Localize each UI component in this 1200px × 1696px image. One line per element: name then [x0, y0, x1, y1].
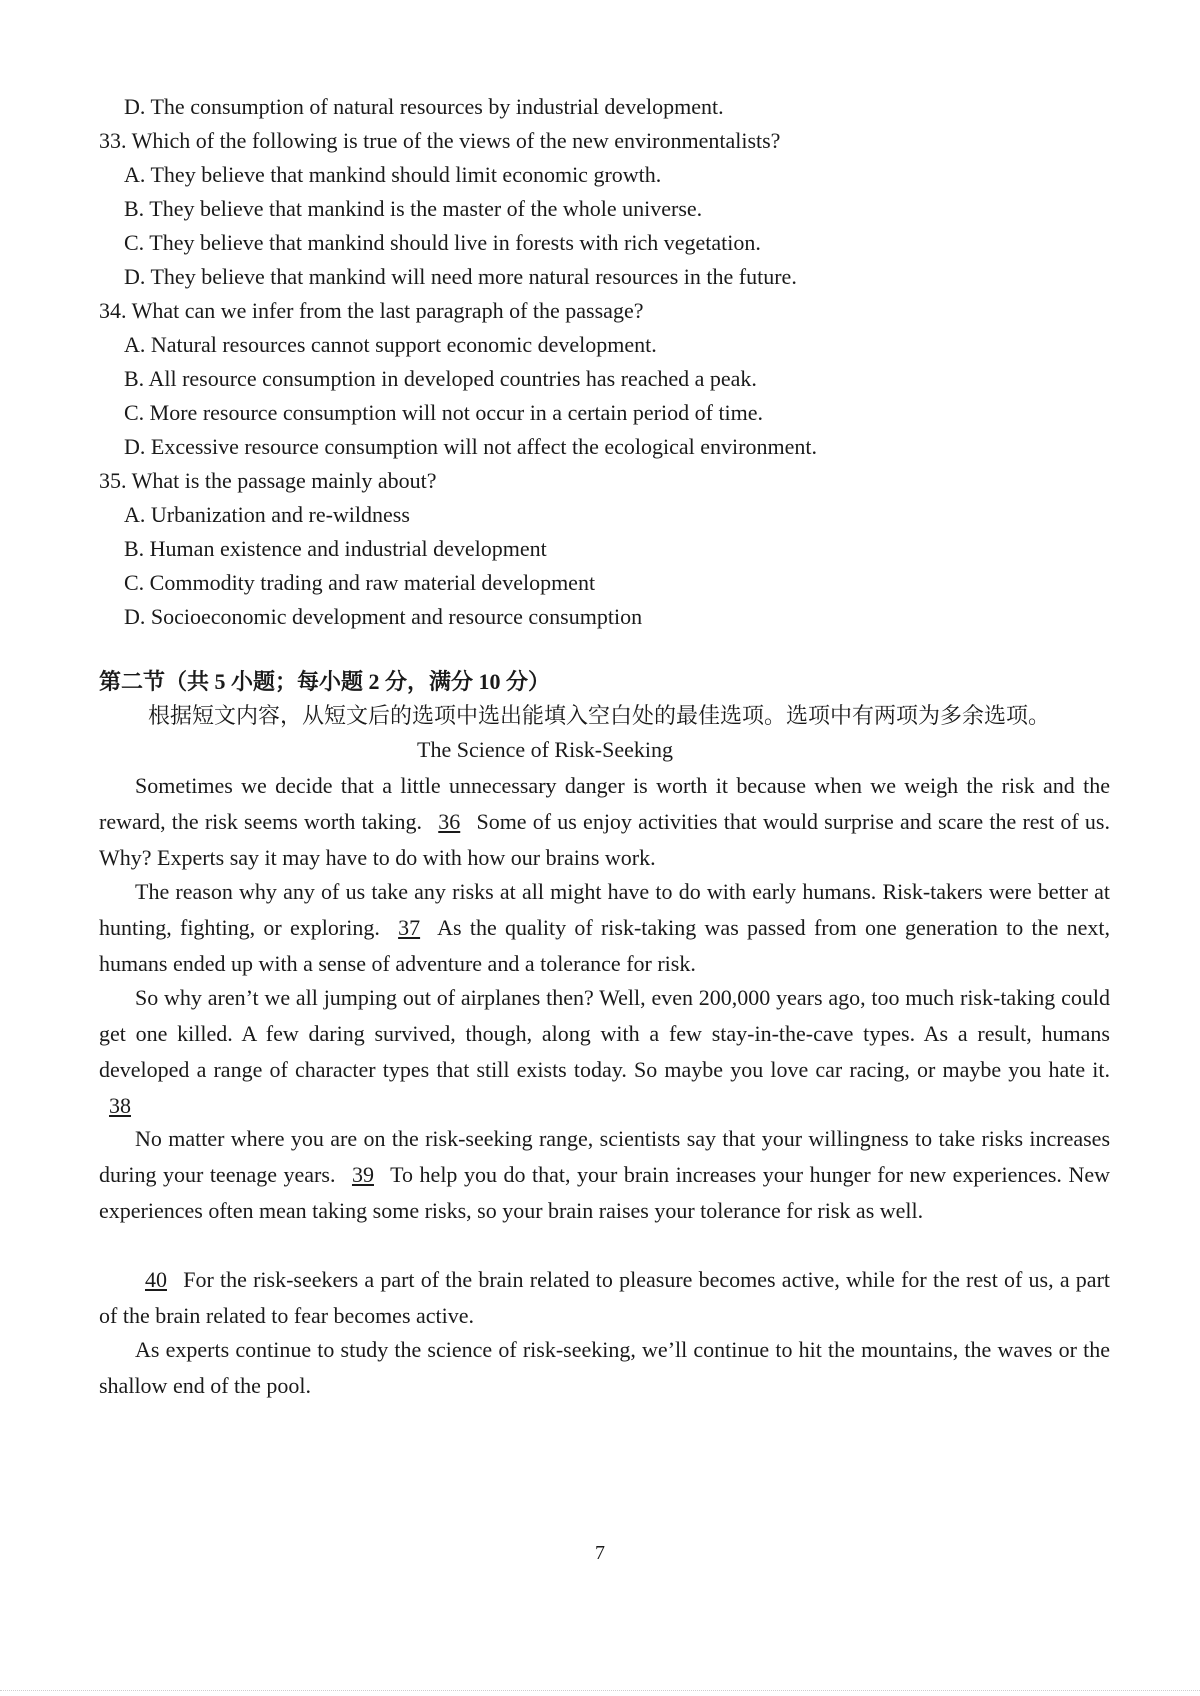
q35-option-a: A. Urbanization and re-wildness [124, 502, 410, 527]
q33-stem: 33. Which of the following is true of the views of the new environmentalists? [99, 128, 781, 153]
section-instruction: 根据短文内容，从短文后的选项中选出能填入空白处的最佳选项。选项中有两项为多余选项。 [148, 703, 1051, 728]
paragraph-4-text-a: No matter where you are on the risk-seeking range, scientists say that your willingness to take risks increases during your teenage years. [99, 1126, 1110, 1187]
q35-option-c: C. Commodity trading and raw material development [124, 570, 596, 595]
paragraph-1-text-b: Some of us enjoy activities that would surprise and scare the rest of us. Why? Experts say it may have to do with how our brains work. [99, 809, 1110, 870]
q35-option-b: B. Human existence and industrial development [124, 536, 547, 561]
q35-option-d: D. Socioeconomic development and resource consumption [124, 604, 643, 629]
passage-paragraph-3 [99, 980, 1110, 1124]
q34-option-b: B. All resource consumption in developed countries has reached a peak. [124, 366, 757, 391]
page-number: 7 [595, 1542, 605, 1564]
q34-option-d: D. Excessive resource consumption will not affect the ecological environment. [124, 434, 817, 459]
paragraph-4-text-b: To help you do that, your brain increases your hunger for new experiences. New experiences often mean taking some risks, so your brain raises your tolerance for risk as well. [99, 1162, 1111, 1223]
passage-title: The Science of Risk-Seeking [417, 737, 673, 762]
paragraph-6-text-a: As experts continue to study the science of risk-seeking, we’ll continue to hit the mountains, the waves or the shallow end of the pool. [99, 1337, 1110, 1398]
blank-36: 36 [438, 809, 461, 834]
blank-37: 37 [398, 915, 421, 940]
paragraph-2-text-a: The reason why any of us take any risks at all might have to do with early humans. Risk-takers were better at hunting, fighting, or exploring. [99, 879, 1110, 940]
paragraph-5-text-b: For the risk-seekers a part of the brain related to pleasure becomes active, while for the rest of us, a part of the brain related to fear becomes active. [99, 1267, 1111, 1328]
blank-38: 38 [109, 1093, 131, 1118]
passage-paragraph-5 [99, 1262, 1110, 1334]
passage-paragraph-1 [99, 768, 1110, 876]
paragraph-3-text-a: So why aren’t we all jumping out of airplanes then? Well, even 200,000 years ago, too much risk-taking could get one killed. A few daring survived, though, along with a few stay-in-the-cave types. As a result, humans developed a range of character types that still exists today. So maybe you love car racing, or maybe you hate it. [99, 985, 1110, 1082]
blank-40: 40 [145, 1267, 167, 1292]
passage-paragraph-4 [99, 1121, 1110, 1229]
q34-option-a: A. Natural resources cannot support economic development. [124, 332, 657, 357]
q34-stem: 34. What can we infer from the last paragraph of the passage? [99, 298, 644, 323]
q33-option-b: B. They believe that mankind is the master of the whole universe. [124, 196, 703, 221]
q33-option-d: D. They believe that mankind will need more natural resources in the future. [124, 264, 797, 289]
paragraph-1-text-a: Sometimes we decide that a little unnecessary danger is worth it because when we weigh the risk and the reward, the risk seems worth taking. [99, 773, 1110, 834]
blank-39: 39 [351, 1162, 374, 1187]
q34-option-c: C. More resource consumption will not occur in a certain period of time. [124, 400, 764, 425]
q33-option-a: A. They believe that mankind should limit economic growth. [124, 162, 662, 187]
section-heading: 第二节（共 5 小题；每小题 2 分，满分 10 分） [99, 669, 551, 694]
page-edge-divider [0, 1690, 1200, 1691]
q35-stem: 35. What is the passage mainly about? [99, 468, 437, 493]
passage-paragraph-2 [99, 874, 1110, 982]
passage-paragraph-6 [99, 1332, 1110, 1404]
q33-option-c: C. They believe that mankind should live in forests with rich vegetation. [124, 230, 761, 255]
q32-option-d: D. The consumption of natural resources by industrial development. [124, 94, 724, 119]
paragraph-2-text-b: As the quality of risk-taking was passed from one generation to the next, humans ended up with a sense of adventure and a tolerance for risk. [99, 915, 1110, 976]
